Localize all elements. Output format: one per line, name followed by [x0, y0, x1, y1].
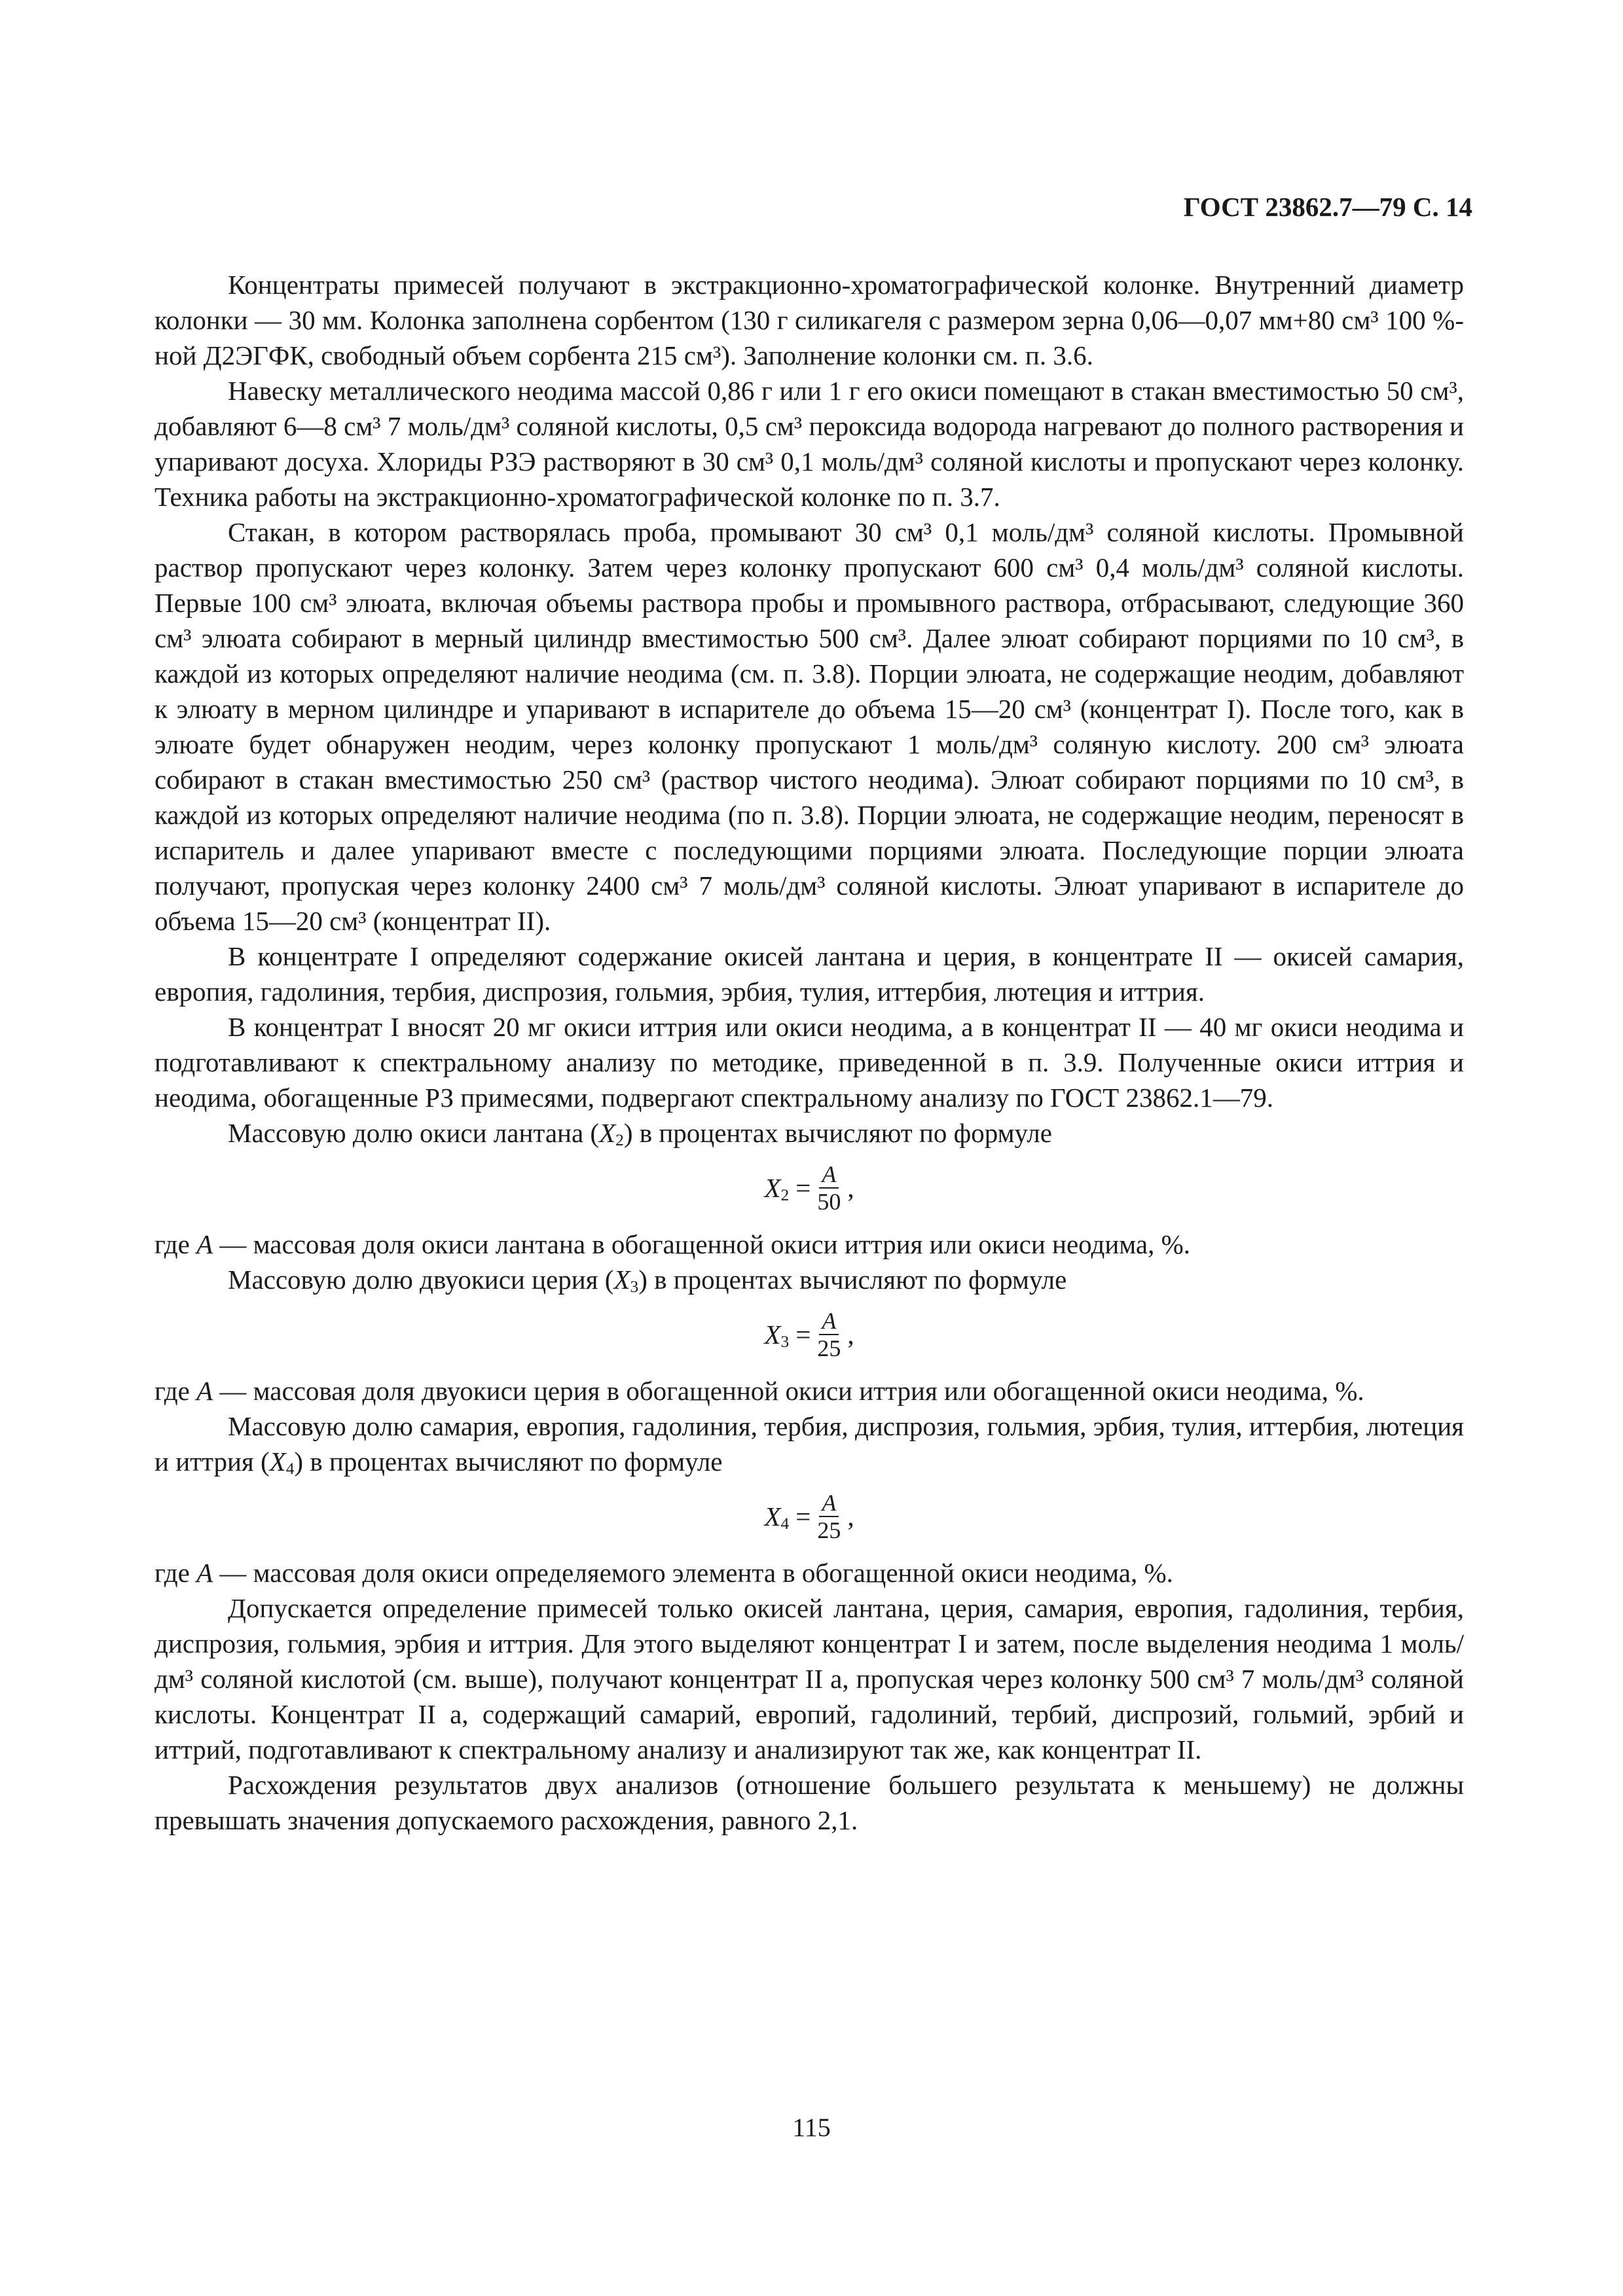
- paragraph-concentrate-contents: В концентрате I определяют содержание окисей лантана и церия, в концентрате II — окисей самария, европия, гадолиния, тербия, диспрозия, гольмия, эрбия, тулия, иттербия, лютеция и иттрия.: [155, 941, 1464, 1007]
- paragraph-elution: Стакан, в котором растворялась проба, промывают 30 см³ 0,1 моль/дм³ соляной кислоты. Промывной раствор пропускают через колонку. Затем через колонку пропускают 600 см³ 0,4 моль/дм³ соляной кислоты. Первые 100 см³ элюата, включая объемы раствора пробы и промывного раствора, отбрасывают, следующие 360 см³ элюата собирают в мерный цилиндр вместимостью 500 см³. Далее элюат собирают порциями по 10 см³, в каждой из которых определяют наличие неодима (см. п. 3.8). Порции элюата, не содержащие неодим, добавляют к элюату в мерном цилиндре и упаривают в испарителе до объема 15—20 см³ (концентрат I). После того, как в элюате будет обнаружен неодим, через колонку пропускают 1 моль/дм³ соляную кислоту. 200 см³ элюата собирают в стакан вместимостью 250 см³ (раствор чистого неодима). Элюат собирают порциями по 10 см³, в каждой из которых определяют наличие неодима (по п. 3.8). Порции элюата, не содержащие неодим, переносят в испаритель и далее упаривают вместе с последующими порциями элюата. Последующие порции элюата получают, пропуская через колонку 2400 см³ 7 моль/дм³ соляной кислоты. Элюат упаривают в испарителе до объема 15—20 см³ (концентрат II).: [155, 517, 1464, 936]
- paragraph-simplified-method: Допускается определение примесей только окисей лантана, церия, самария, европия, гадолиния, тербия, диспрозия, гольмия, эрбия и иттрия. Для этого выделяют концентрат I и затем, после выделения неодима 1 моль/дм³ соляной кислотой (см. выше), получают концентрат II а, пропуская через колонку 500 см³ 7 моль/дм³ соляной кислоты. Концентрат II а, содержащий самарий, европий, гадолиний, тербий, диспрозий, гольмий, эрбий и иттрий, подготавливают к спектральному анализу и анализируют так же, как концентрат II.: [155, 1593, 1464, 1765]
- formula-fraction: $\frac{A}{25}$: [817, 1308, 841, 1361]
- paragraph-tolerance: Расхождения результатов двух анализов (отношение большего результата к меньшему) не должны превышать значения допускаемого расхождения, равного 2,1.: [155, 1770, 1464, 1835]
- where-cerium: где A — массовая доля двуокиси церия в обогащенной окиси иттрия или обогащенной окиси неодима, %.: [155, 1376, 1364, 1406]
- paragraph-cerium-intro: Массовую долю двуокиси церия $(X_3)$ в процентах вычисляют по формуле: [228, 1265, 1067, 1297]
- formula-lhs: $X_4$: [764, 1501, 790, 1534]
- formula-x2: $X_2$ = $\frac{A}{50}$ ,: [764, 1161, 854, 1215]
- body-text: [155, 267, 1464, 1838]
- paragraph-lanthanum-intro: Массовую долю окиси лантана $(X_2)$ в процентах вычисляют по формуле: [228, 1118, 1052, 1150]
- paragraph-rare-earths-intro: Массовую долю самария, европия, гадолиния, тербия, диспрозия, гольмия, эрбия, тулия, иттербия, лютеция и иттрия $(X_4)$ в процентах вычисляют по формуле: [155, 1411, 1464, 1479]
- paragraph-sample-dissolution: Навеску металлического неодима массой 0,86 г или 1 г его окиси помещают в стакан вместимостью 50 см³, добавляют 6—8 см³ 7 моль/дм³ соляной кислоты, 0,5 см³ пероксида водорода нагревают до полного растворения и упаривают досуха. Хлориды РЗЭ растворяют в 30 см³ 0,1 моль/дм³ соляной кислоты и пропускают через колонку. Техника работы на экстракционно-хроматографической колонке по п. 3.7.: [155, 376, 1464, 512]
- formula-fraction: $\frac{A}{25}$: [817, 1490, 841, 1543]
- page-header: ГОСТ 23862.7—79 С. 14: [1183, 192, 1472, 222]
- formula-fraction: $\frac{A}{50}$: [817, 1161, 841, 1215]
- formula-x3: $X_3$ = $\frac{A}{25}$ ,: [764, 1308, 854, 1361]
- formula-x4: $X_4$ = $\frac{A}{25}$ ,: [764, 1490, 854, 1543]
- paragraph-concentrates: Концентраты примесей получают в экстракционно-хроматографической колонке. Внутренний диаметр колонки — 30 мм. Колонка заполнена сорбентом (130 г силикагеля с размером зерна 0,06—0,07 мм+80 см³ 100 %-ной Д2ЭГФК, свободный объем сорбента 215 см³). Заполнение колонки см. п. 3.6.: [155, 270, 1464, 370]
- formula-lhs: $X_3$: [764, 1319, 790, 1352]
- paragraph-spectral-prep: В концентрат I вносят 20 мг окиси иттрия или окиси неодима, а в концентрат II — 40 мг окиси неодима и подготавливают к спектральному анализу по методике, приведенной в п. 3.9. Полученные окиси иттрия и неодима, обогащенные РЗ примесями, подвергают спектральному анализу по ГОСТ 23862.1—79.: [155, 1012, 1464, 1113]
- where-lanthanum: где A — массовая доля окиси лантана в обогащенной окиси иттрия или окиси неодима, %.: [155, 1229, 1191, 1259]
- formula-lhs: $X_2$: [764, 1173, 790, 1205]
- page-number: 115: [792, 2113, 831, 2142]
- where-rare-earths: где A — массовая доля окиси определяемого элемента в обогащенной окиси неодима, %.: [155, 1558, 1173, 1588]
